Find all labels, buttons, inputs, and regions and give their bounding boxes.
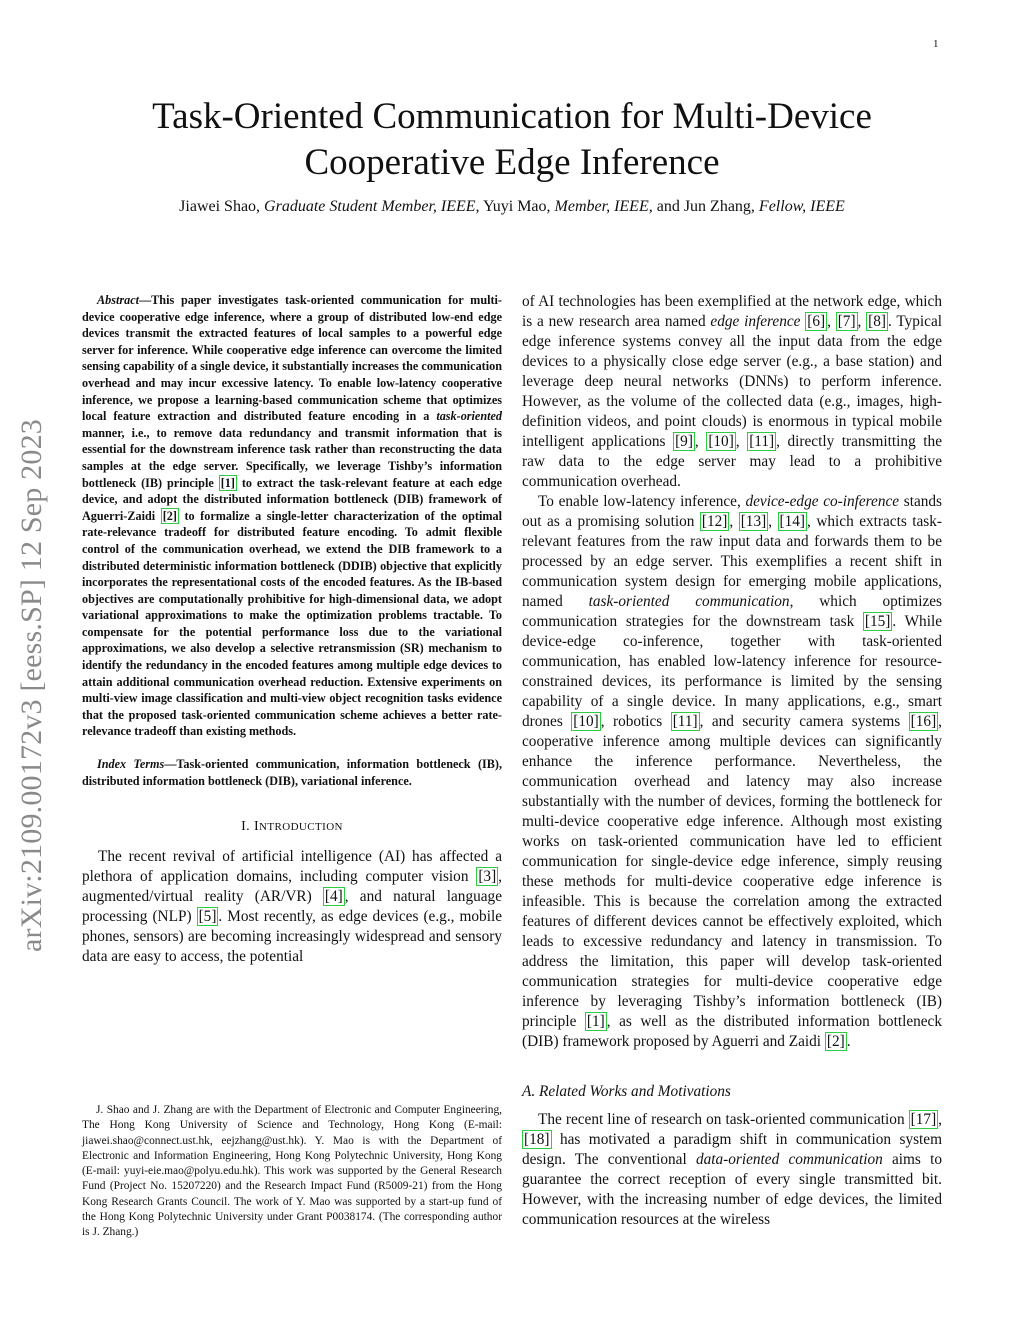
section-initial: I [253,819,260,835]
right-column [522,292,942,1230]
intro-paragraph [82,847,502,967]
section-title-rest: NTRODUCTION [259,821,343,834]
citation-link[interactable]: [5] [198,908,217,926]
title-line-1: Task-Oriented Communication for Multi-Device [152,96,872,137]
abstract-lead: Abstract [97,293,139,307]
right-paragraph-2: To enable low-latency inference, device-edge co-inference stands out as a promising solution [12] , [13] , [14] , which extracts task-relevant features from the raw input data and forwards them to be processed by an edge server. This exemplifies a recent shift in communication system design for emerging mobile applications, named task-oriented communication, which optimizes communication strategies for the downstream task [15] . While device-edge co-inference, together with task-oriented communication, has enabled low-latency inference for resource-constrained devices, its performance is limited by the sensing capability of a single device. In many applications, e.g., smart drones [10] , robotics [11] , and security camera systems [16] , cooperative inference among multiple devices can significantly enhance the inference performance. Nevertheless, the communication overhead and latency may also increase substantially with the number of devices, forming the bottleneck for multi-device cooperative edge inference. Although most existing works on task-oriented communication have led to efficient communication for single-device edge inference, simply reusing these methods for multi-device cooperative edge inference is infeasible. This is because the correlation among the extracted features of different devices cannot be effectively exploited, which leads to excessive redundancy and latency in transmission. To address the limitation, this paper will develop task-oriented communication strategies for multi-device cooperative edge inference by leveraging Tishby’s information bottleneck (IB) principle [1] , as well as the distributed information bottleneck (DIB) framework proposed by Aguerri and Zaidi [2] . [522,493,943,1050]
para-text: The recent line of research on task-oriented communication [538,1111,909,1128]
paper-title [100,94,924,186]
index-terms [82,756,502,789]
author-2: Yuyi Mao, [479,198,555,215]
author-1-role: Graduate Student Member, IEEE, [264,198,480,215]
para-text: The recent revival of artificial intelligence (AI) has affected a plethora of application domains, including computer vision [82,848,502,886]
author-1: Jiawei Shao, [179,198,265,215]
citation-link[interactable]: [2] [162,508,177,523]
citation-link[interactable]: [7] [837,313,856,330]
citation-link[interactable]: [6] [807,313,826,330]
citation-link[interactable]: [12] [701,513,728,530]
title-line-2: Cooperative Edge Inference [304,142,720,183]
left-column [82,292,502,967]
citation-link[interactable]: [14] [779,513,806,530]
citation-link[interactable]: [13] [740,513,767,530]
para-text: . [846,1033,851,1050]
citation-link[interactable]: [10] [708,433,734,450]
para-text: , augmented/virtual reality (AR/VR) [82,868,502,906]
right-paragraph-1: of AI technologies has been exemplified at the network edge, which is a new research area named edge inference [6] , [7] , [8] . Typical edge inference systems convey all the input data from the edge devices to a physically close edge server (e.g., a base station) and leverage deep neural networks (DNNs) to perform inference. However, as the volume of the collected data (e.g., images, high-definition videos, and point clouds) is enormous in typical mobile intelligent applications [9] , [10] , [11] , directly transmitting the raw data to the edge server may lead to a prohibitive communication overhead. [522,293,943,490]
index-terms-text: Task-oriented communication, information bottleneck (IB), distributed information bottleneck (DIB), variational inference. [82,757,502,788]
para-text: , and natural language processing (NLP) [82,888,502,926]
para-text: , which extracts task-relevant features from the raw input data and forwards them to be processed by an edge server. This exemplifies a recent shift in communication system design for emerging mobile applications, named [522,513,943,610]
index-terms-dash: — [164,757,177,772]
para-text: , robotics [600,713,671,730]
abstract-dash: — [138,293,152,307]
para-text: aims to guarantee the correct reception of every single transmitted bit. However, with the increasing number of edge devices, the limited communication resources at the wireless [522,1151,943,1228]
abstract-text: manner, i.e., to remove data redundancy and transmit information that is essential for the downstream inference task rather than reconstructing the data samples at the edge server. Specifically, we leverage Tishby’s information bottleneck (IB) principle [82,425,502,490]
para-emphasis: task-oriented communication [588,593,790,610]
para-text: . Typical edge inference systems convey all the input data from the edge devices to a physically close edge server (e.g., a base station) and leverage deep neural networks (DNNs) to perform inference. However, as the volume of the collected data (e.g., images, high-definition videos, and point clouds) is enormous in typical mobile intelligent applications [522,313,943,450]
citation-link[interactable]: [11] [672,713,698,730]
right-paragraph-3: The recent line of research on task-oriented communication [17] , [18] has motivated a paradigm shift in communication system design. The conventional data-oriented communication aims to guarantee the correct reception of every single transmitted bit. However, with the increasing number of edge devices, the limited communication resources at the wireless [522,1111,943,1228]
para-text: , cooperative inference among multiple devices can significantly enhance the inference performance. Nevertheless, the communication overhead and latency may also increase substantially with the number of devices, forming the bottleneck for multi-device cooperative edge inference. Although most existing works on task-oriented communication have led to efficient communication for single-device edge inference, simply reusing these methods for multi-device cooperative edge inference is infeasible. This is because the correlation among the extracted features of different devices cannot be effectively exploited, which leads to excessive redundancy and latency in transmission. To address the limitation, this paper will develop task-oriented communication strategies for multi-device cooperative edge inference by leveraging Tishby’s information bottleneck (IB) principle [522,713,942,1030]
citation-link[interactable]: [10] [573,713,599,730]
abstract-text: This paper investigates task-oriented communication for multi-device cooperative edge inference, where a group of distributed low-end edge devices transmit the extracted features of local samples to a powerful edge server for inference. While cooperative edge inference can overcome the limited sensing capability of a single device, it substantially increases the communication overhead and may incur excessive latency. To enable low-latency cooperative inference, we propose a learning-based communication scheme that optimizes local feature extraction and distributed feature encoding in a [82,293,502,424]
para-emphasis: edge inference [710,313,801,330]
citation-link[interactable]: [3] [478,868,497,886]
para-text: , as well as the distributed information bottleneck (DIB) framework proposed by Aguerri and Zaidi [522,1013,942,1050]
citation-link[interactable]: [9] [675,433,693,450]
author-3-role: Fellow, IEEE [758,198,845,215]
author-line [100,198,924,216]
citation-link[interactable]: [17] [910,1111,937,1128]
para-text: , which optimizes communication strategies for the downstream task [522,593,942,630]
subsection-heading: A. Related Works and Motivations [522,1083,731,1100]
section-heading-introduction [82,817,502,837]
footnote: J. Shao and J. Zhang are with the Department of Electronic and Computer Engineering, The Hong Kong University of Science and Technology, Hong Kong (E-mail: jiawei.shao@connect.ust.hk, eejzhang@ust.hk). Y. Mao is with the Department of Electronic and Information Engineering, Hong Kong Polytechnic University, Hong Kong (E-mail: yuyi-eie.mao@polyu.edu.hk). This work was supported by the General Research Fund (Project No. 15207220) and the Research Impact Fund (R5009-21) from the Hong Kong Research Grants Council. The work of Y. Mao was supported by a start-up fund of the Hong Kong Polytechnic University under Grant P0038174. (The corresponding author is J. Zhang.) [82,1104,502,1239]
abstract-text: to extract the task-relevant feature at each edge device, and adopt the distributed information bottleneck (DIB) framework of Aguerri-Zaidi [82,475,502,523]
para-emphasis: device-edge co-inference [745,493,900,510]
index-terms-lead: Index Terms [97,757,165,772]
abstract-text: to formalize a single-letter characterization of the optimal rate-relevance tradeoff for distributed feature encoding. To admit flexible control of the communication overhead, we extend the DIB framework to a distributed deterministic information bottleneck (DDIB) objective that explicitly incorporates the representational costs of the encoded features. As the IB-based objectives are computationally prohibitive for high-dimensional data, we adopt variational approximations to make the optimization problems tractable. To compensate for the potential performance loss due to the variational approximations, we also develop a selective retransmission (SR) mechanism to identify the redundancy in the encoded features among multiple edge devices to attain additional communication overhead reduction. Extensive experiments on multi-view image classification and multi-view object recognition tasks evidence that the proposed task-oriented communication scheme achieves a better rate-relevance tradeoff than existing methods. [82,508,502,739]
para-text: has motivated a paradigm shift in communication system design. The conventional [522,1131,942,1168]
para-text: stands out as a promising solution [522,493,942,530]
author-2-role: Member, IEEE, [554,198,653,215]
citation-link[interactable]: [15] [864,613,891,630]
para-text: , and security camera systems [699,713,909,730]
citation-link[interactable]: [2] [826,1033,845,1050]
citation-link[interactable]: [1] [220,475,235,490]
para-text: . Most recently, as edge devices (e.g., mobile phones, sensors) are becoming increasingly widespread and sensory data are easy to access, the potential [82,908,502,966]
citation-link[interactable]: [18] [524,1131,550,1148]
citation-link[interactable]: [8] [868,313,887,330]
citation-link[interactable]: [11] [749,433,775,450]
page-number: 1 [933,38,939,50]
para-text: . While device-edge co-inference, together with task-oriented communication, has enabled low-latency inference for resource-constrained devices, its performance is limited by the sensing capability of a single device. In many applications, e.g., smart drones [522,613,942,730]
author-3: and Jun Zhang, [652,198,759,215]
section-number: I. [241,819,254,835]
arxiv-stamp: arXiv:2109.00172v3 [eess.SP] 12 Sep 2023 [15,419,48,952]
para-text: of AI technologies has been exemplified at the network edge, which is a new research area named [522,293,942,330]
abstract-emphasis: task-oriented [436,409,502,424]
citation-link[interactable]: [1] [586,1013,605,1030]
para-text: To enable low-latency inference, [538,493,746,510]
citation-link[interactable]: [4] [324,888,343,906]
abstract [82,292,502,740]
para-text: , directly transmitting the raw data to the edge server may lead to a prohibitive communication overhead. [522,433,942,490]
citation-link[interactable]: [16] [910,713,937,730]
para-emphasis: data-oriented communication [695,1151,883,1168]
